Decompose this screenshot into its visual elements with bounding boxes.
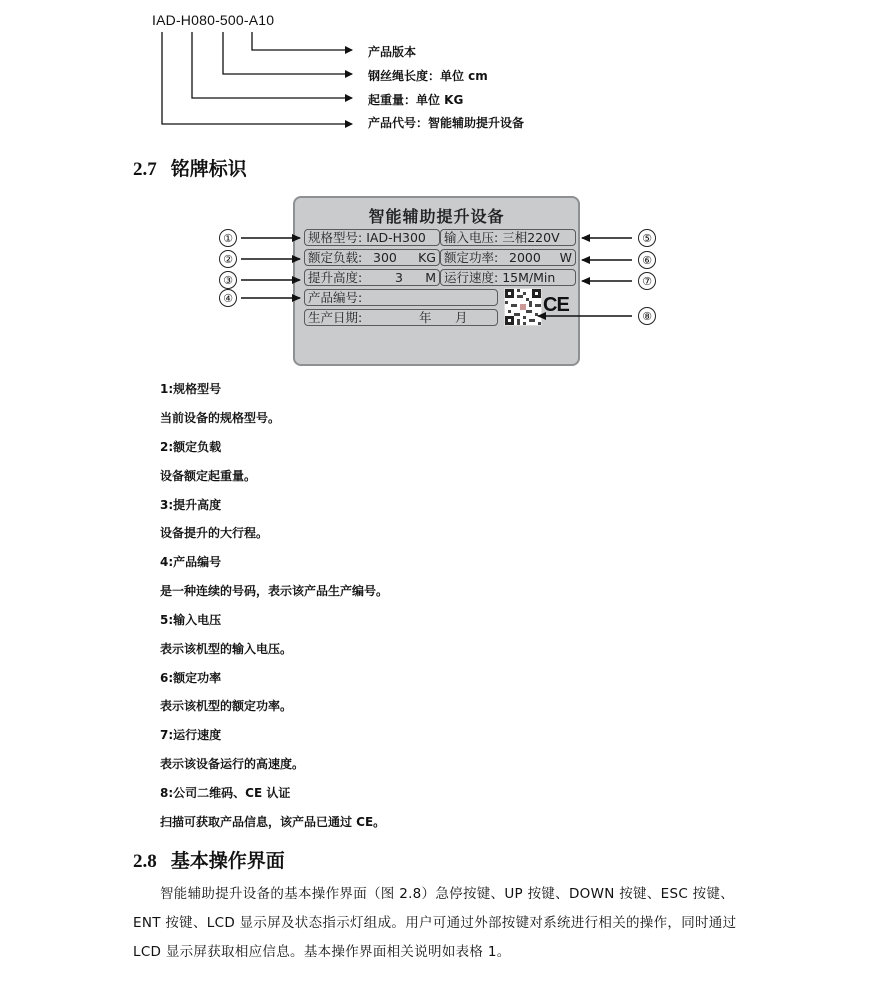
item-title: 7:运行速度 [160, 728, 222, 742]
field-value: 300 [373, 250, 397, 265]
legend-rope-length: 钢丝绳长度：单位 cm [368, 69, 488, 83]
item-desc: 设备提升的大行程。 [160, 526, 269, 540]
callout-3: ③ [219, 271, 237, 289]
legend-load: 起重量：单位 KG [368, 93, 464, 107]
item-title: 4:产品编号 [160, 555, 222, 569]
callout-2: ② [219, 250, 237, 268]
field-unit: M [425, 270, 436, 285]
callout-6: ⑥ [638, 251, 656, 269]
section-title: 基本操作界面 [170, 851, 285, 872]
item-title: 1:规格型号 [160, 382, 222, 396]
item-desc: 表示该机型的输入电压。 [160, 642, 293, 656]
section-paragraph: 智能辅助提升设备的基本操作界面（图 2.8）急停按键、UP 按键、DOWN 按键、ESC 按键、ENT 按键、LCD 显示屏及状态指示灯组成。用户可通过外部按键对系统进行相关的操作，同时通过 LCD 显示屏获取相应信息。基本操作界面相关说明如表格 1。 [133, 886, 737, 960]
item-title: 5:输入电压 [160, 613, 222, 627]
field-unit: KG [418, 250, 436, 265]
ce-mark: CE [543, 294, 569, 316]
field-value: 3 [395, 270, 403, 285]
callout-5: ⑤ [638, 229, 656, 247]
field-value: 2000 [509, 250, 541, 265]
item-desc: 扫描可获取产品信息，该产品已通过 CE。 [160, 815, 386, 829]
field-label: 额定功率: [444, 250, 499, 265]
item-desc: 表示该机型的额定功率。 [160, 699, 293, 713]
section-number: 2.8 [133, 851, 157, 872]
field-month: 月 [455, 310, 468, 325]
field-label: 运行速度: [444, 270, 499, 285]
callout-1: ① [219, 229, 237, 247]
field-label: 规格型号: [308, 230, 363, 245]
section-heading-2-8 [133, 846, 285, 873]
item-desc: 设备额定起重量。 [160, 469, 257, 483]
legend-product-code: 产品代号：智能辅助提升设备 [368, 116, 525, 130]
field-value: IAD-H300 [366, 230, 426, 245]
item-title: 8:公司二维码、CE 认证 [160, 786, 291, 800]
section-number: 2.7 [133, 159, 157, 180]
field-year: 年 [419, 310, 432, 325]
field-label: 产品编号: [308, 290, 363, 305]
nameplate-title: 智能辅助提升设备 [368, 207, 505, 226]
field-label: 额定负载: [308, 250, 363, 265]
section-title: 铭牌标识 [170, 159, 247, 180]
legend-version: 产品版本 [368, 45, 417, 59]
item-desc: 当前设备的规格型号。 [160, 411, 281, 425]
item-title: 2:额定负载 [160, 440, 222, 454]
item-desc: 是一种连续的号码，表示该产品生产编号。 [160, 584, 389, 598]
field-value: 三相220V [502, 230, 560, 245]
field-label: 生产日期: [308, 310, 363, 325]
field-unit: W [559, 250, 572, 265]
item-title: 3:提升高度 [160, 498, 222, 512]
callout-4: ④ [219, 289, 237, 307]
callout-8: ⑧ [638, 307, 656, 325]
field-value: 15M/Min [502, 270, 556, 285]
field-label: 输入电压: [444, 230, 499, 245]
nameplate-callout-arrows [0, 0, 880, 400]
field-label: 提升高度: [308, 270, 363, 285]
item-desc: 表示该设备运行的高速度。 [160, 757, 305, 771]
model-code: IAD-H080-500-A10 [152, 12, 275, 28]
callout-7: ⑦ [638, 272, 656, 290]
item-title: 6:额定功率 [160, 671, 222, 685]
